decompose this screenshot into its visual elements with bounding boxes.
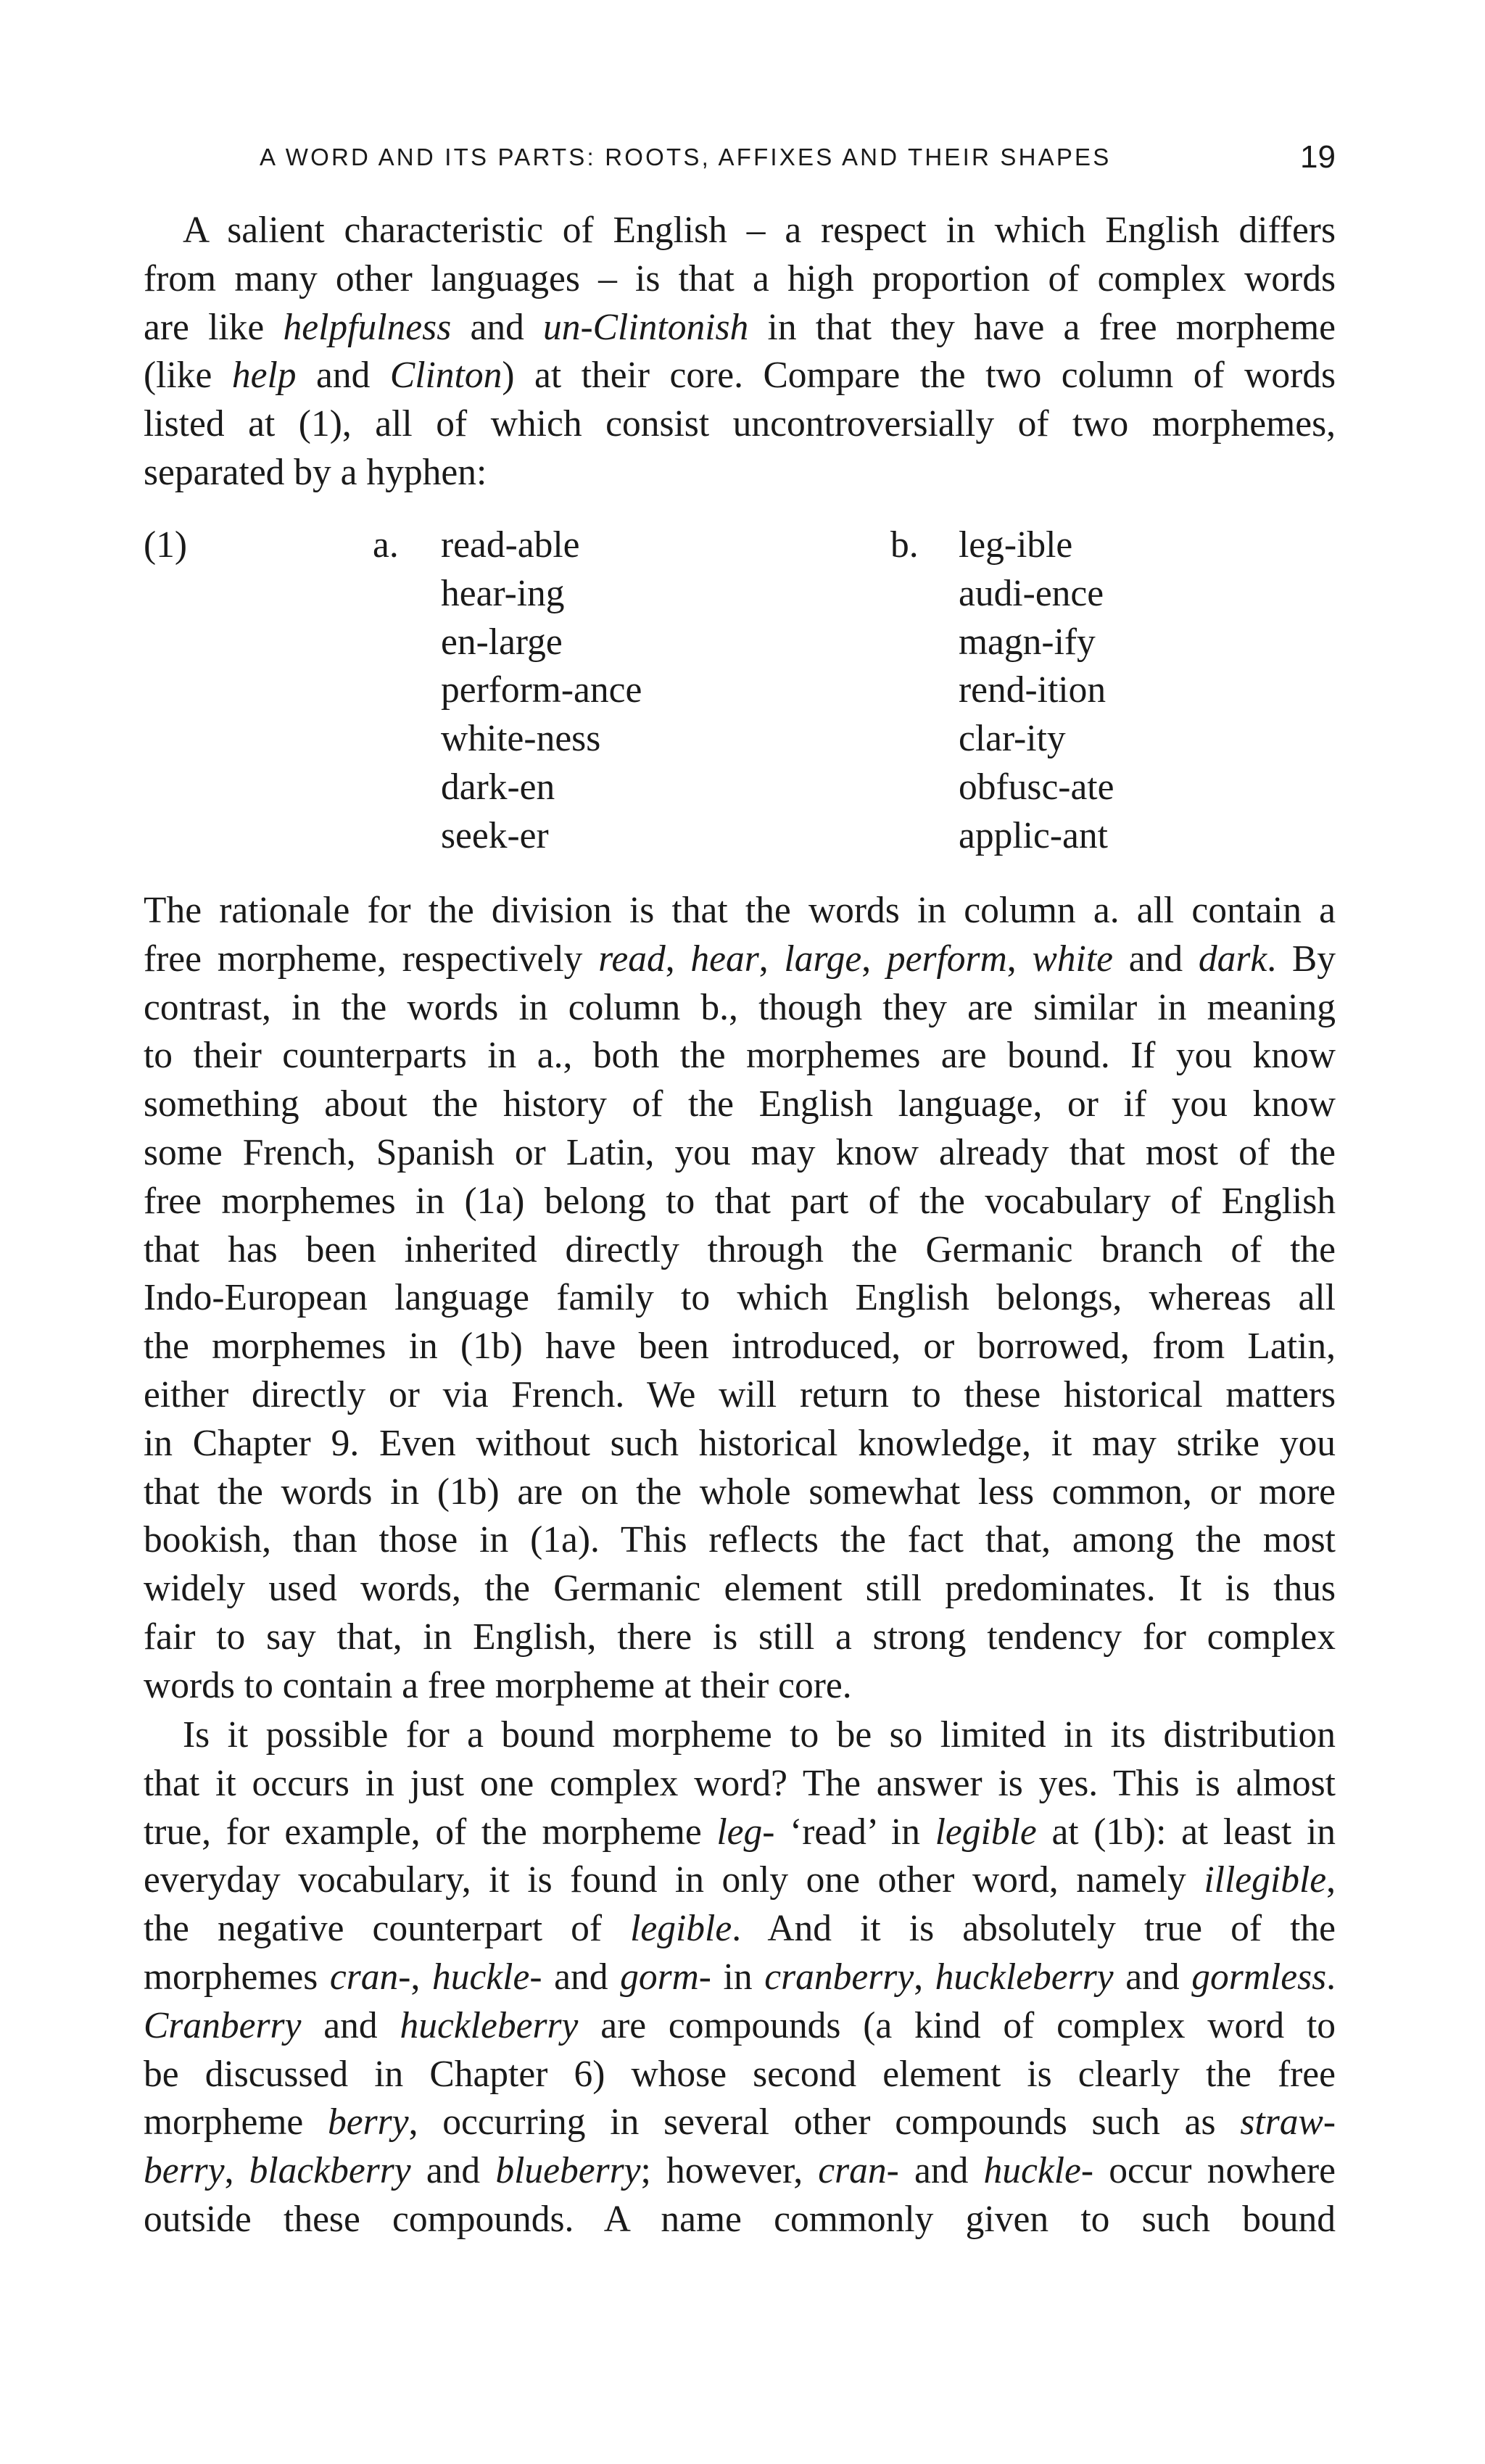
italic-term: white bbox=[1032, 938, 1114, 980]
text-line: The rationale for the division is that the words in column a. all contain a bbox=[144, 890, 1336, 931]
text-line: Cranberry and huckleberry are compounds (a kind of complex word to bbox=[144, 2004, 1336, 2046]
text-line: everyday vocabulary, it is found in only one other word, namely illegible, bbox=[144, 1859, 1336, 1901]
text-line: true, for example, of the morpheme leg- ‘read’ in legible at (1b): at least in bbox=[144, 1811, 1336, 1853]
italic-term: dark bbox=[1198, 938, 1267, 980]
text-line: be discussed in Chapter 6) whose second element is clearly the free bbox=[144, 2053, 1336, 2095]
italic-term: berry bbox=[144, 2150, 225, 2192]
italic-term: berry bbox=[328, 2101, 409, 2143]
italic-term: leg- bbox=[716, 1811, 775, 1853]
paragraph-2 bbox=[144, 887, 1336, 1711]
text-line: separated by a hyphen: bbox=[144, 451, 487, 493]
italic-term: large bbox=[784, 938, 862, 980]
text-line: to their counterparts in a., both the morphemes are bound. If you know bbox=[144, 1035, 1336, 1077]
italic-term: straw- bbox=[1240, 2101, 1336, 2143]
italic-term: huckle- bbox=[983, 2150, 1094, 2192]
italic-term: perform bbox=[886, 938, 1007, 980]
text-line: words to contain a free morpheme at their core. bbox=[144, 1664, 852, 1706]
text-line: widely used words, the Germanic element still predominates. It is thus bbox=[144, 1568, 1336, 1610]
italic-term: huckle- bbox=[431, 1956, 542, 1998]
text-line: berry, blackberry and blueberry; however, cran- and huckle- occur nowhere bbox=[144, 2150, 1336, 2192]
example-word: en-large bbox=[441, 621, 563, 663]
example-word: leg-ible bbox=[959, 524, 1073, 566]
italic-term: Cranberry bbox=[144, 2004, 302, 2046]
example-word: obfusc-ate bbox=[959, 766, 1114, 808]
example-word: read-able bbox=[441, 524, 580, 566]
italic-term: cran- bbox=[818, 2150, 899, 2192]
page-number: 19 bbox=[1300, 139, 1336, 175]
text-line: that the words in (1b) are on the whole somewhat less common, or more bbox=[144, 1471, 1336, 1513]
text-line: Indo-European language family to which English belongs, whereas all bbox=[144, 1277, 1336, 1319]
italic-term: legible bbox=[630, 1908, 732, 1950]
italic-term: read bbox=[598, 938, 666, 980]
italic-term: Clinton bbox=[389, 355, 502, 397]
italic-term: huckleberry bbox=[400, 2004, 579, 2046]
example-word: perform-ance bbox=[441, 669, 642, 711]
text-line: fair to say that, in English, there is still a strong tendency for complex bbox=[144, 1616, 1336, 1658]
text-line: that it occurs in just one complex word? The answer is yes. This is almost bbox=[144, 1762, 1336, 1804]
example-number: (1) bbox=[144, 524, 188, 566]
text-line: free morphemes in (1a) belong to that part of the vocabulary of English bbox=[144, 1180, 1336, 1222]
text-line: morphemes cran-, huckle- and gorm- in cranberry, huckleberry and gormless. bbox=[144, 1956, 1336, 1998]
text-line: contrast, in the words in column b., though they are similar in meaning bbox=[144, 986, 1336, 1028]
text-line: some French, Spanish or Latin, you may know already that most of the bbox=[144, 1131, 1336, 1173]
text-line: (like help and Clinton) at their core. Compare the two column of words bbox=[144, 355, 1336, 397]
example-word: magn-ify bbox=[959, 621, 1096, 663]
column-b-list bbox=[959, 521, 1114, 861]
italic-term: gorm- bbox=[620, 1956, 711, 1998]
example-word: seek-er bbox=[441, 814, 549, 856]
column-b-label: b. bbox=[890, 524, 919, 566]
text-line: Is it possible for a bound morpheme to be so limited in its distribution bbox=[183, 1714, 1336, 1756]
running-header bbox=[144, 139, 1336, 180]
text-line: outside these compounds. A name commonly given to such bound bbox=[144, 2198, 1336, 2240]
italic-term: un-Clintonish bbox=[543, 306, 749, 348]
running-title: A WORD AND ITS PARTS: ROOTS, AFFIXES AND THEIR SHAPES bbox=[260, 144, 1112, 170]
italic-term: huckleberry bbox=[935, 1956, 1114, 1998]
column-a-label: a. bbox=[373, 524, 399, 566]
text-line: in Chapter 9. Even without such historical knowledge, it may strike you bbox=[144, 1422, 1336, 1464]
text-line: listed at (1), all of which consist uncontroversially of two morphemes, bbox=[144, 403, 1336, 445]
italic-term: blackberry bbox=[249, 2150, 411, 2192]
example-word: dark-en bbox=[441, 766, 555, 808]
example-word: applic-ant bbox=[959, 814, 1108, 856]
text-line: from many other languages – is that a high proportion of complex words bbox=[144, 257, 1336, 299]
italic-term: gormless bbox=[1191, 1956, 1327, 1998]
example-word: rend-ition bbox=[959, 669, 1106, 711]
italic-term: cran- bbox=[329, 1956, 411, 1998]
text-line: either directly or via French. We will return to these historical matters bbox=[144, 1373, 1336, 1415]
text-line: that has been inherited directly through the Germanic branch of the bbox=[144, 1228, 1336, 1270]
italic-term: help bbox=[231, 355, 297, 397]
italic-term: cranberry bbox=[764, 1956, 914, 1998]
text-line: morpheme berry, occurring in several other compounds such as straw- bbox=[144, 2101, 1336, 2143]
paragraph-3 bbox=[144, 1711, 1336, 2244]
text-line: the negative counterpart of legible. And it is absolutely true of the bbox=[144, 1908, 1336, 1950]
italic-term: blueberry bbox=[495, 2150, 641, 2192]
example-word: hear-ing bbox=[441, 572, 565, 614]
italic-term: helpfulness bbox=[283, 306, 452, 348]
paragraph-1 bbox=[144, 207, 1336, 497]
example-word: audi-ence bbox=[959, 572, 1104, 614]
text-line: free morpheme, respectively read, hear, large, perform, white and dark. By bbox=[144, 938, 1336, 980]
text-line: something about the history of the English language, or if you know bbox=[144, 1083, 1336, 1125]
text-line: bookish, than those in (1a). This reflects the fact that, among the most bbox=[144, 1519, 1336, 1561]
italic-term: illegible bbox=[1204, 1859, 1327, 1901]
example-word: white-ness bbox=[441, 718, 601, 760]
text-line: the morphemes in (1b) have been introduced, or borrowed, from Latin, bbox=[144, 1326, 1336, 1368]
italic-term: hear bbox=[690, 938, 759, 980]
column-a-list bbox=[441, 521, 642, 861]
example-word: clar-ity bbox=[959, 718, 1066, 760]
text-line: are like helpfulness and un-Clintonish in that they have a free morpheme bbox=[144, 306, 1336, 348]
italic-term: legible bbox=[935, 1811, 1037, 1853]
text-line: A salient characteristic of English – a respect in which English differs bbox=[183, 210, 1336, 251]
